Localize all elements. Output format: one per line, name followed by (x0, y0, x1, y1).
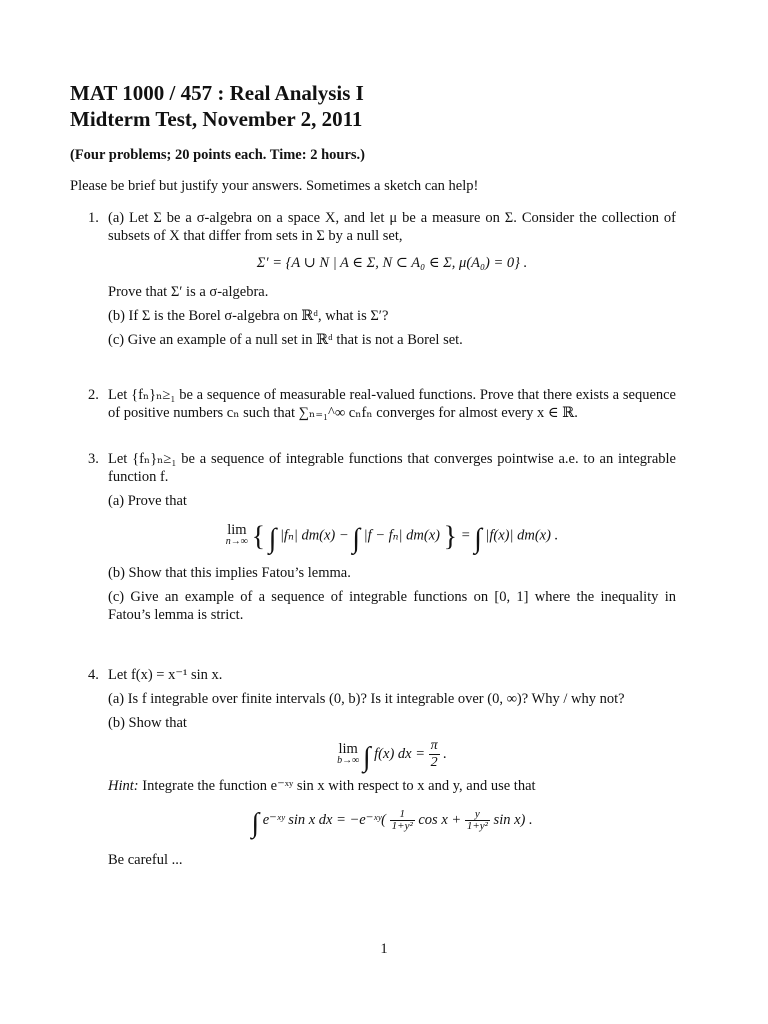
problem-number: 4. (88, 667, 99, 683)
right-brace: } (443, 521, 458, 553)
sigma-prime-equation: Σ′ = {A ∪ N | A ∈ Σ, N ⊂ A₀ ∈ Σ, μ(A₀) = 0} . (256, 255, 528, 271)
problem-number: 2. (88, 387, 99, 403)
title-line-2: Midterm Test, November 2, 2011 (70, 107, 363, 131)
problem-2-text: Let {fₙ}ₙ≥₁ be a sequence of measurable real-valued functions. Prove that there exists a sequence of positive numbers cₙ such that ∑ₙ₌₁^∞ cₙfₙ converges for almost every x ∈ ℝ. (108, 387, 676, 421)
problem-number: 1. (88, 210, 99, 226)
exam-instructions: Please be brief but justify your answers. Sometimes a sketch can help! (70, 178, 479, 194)
hint-text: Integrate the function e⁻ˣʸ sin x with respect to x and y, and use that (142, 778, 536, 794)
problem-1-part-c: (c) Give an example of a null set in ℝᵈ that is not a Borel set. (108, 332, 463, 348)
lim-operator: lim b→∞ (337, 740, 360, 766)
dirichlet-limit-equation: lim b→∞ ∫ f(x) dx = $\frac{\pi}{2}$ . (337, 738, 447, 773)
problem-2 (88, 386, 676, 428)
eq2-end: sin x) . (493, 811, 533, 828)
problem-4-part-b: (b) Show that (108, 715, 187, 731)
problem-4-text: Let f(x) = x⁻¹ sin x. (108, 667, 223, 683)
problem-1 (88, 209, 676, 355)
integral-sign: ∫ (352, 523, 360, 555)
problem-1-part-a: (a) Let Σ be a σ-algebra on a space X, and let μ be a measure on Σ. Consider the collection of subsets of X that differ from sets in Σ by a null set, (108, 210, 676, 244)
problem-3-part-c: (c) Give an example of a sequence of integrable functions on [0, 1] where the inequality in Fatou’s lemma is strict. (108, 589, 676, 624)
integral-sign: ∫ (268, 523, 277, 555)
problem-1-part-b: (b) If Σ is the Borel σ-algebra on ℝᵈ, what is Σ′? (108, 308, 389, 324)
fraction-y-over: $\frac{y}{\text{1+y²}}$ (466, 808, 488, 832)
eq-rhs: |f(x)| dm(x) . (485, 527, 559, 544)
pi-over-two: $\frac{\pi}{2}$ (430, 738, 438, 770)
hint-label: Hint: (108, 778, 139, 794)
closing-remark: Be careful ... (108, 851, 183, 868)
problem-3-part-b: (b) Show that this implies Fatou’s lemma. (108, 565, 351, 582)
integral-sign: ∫ (474, 523, 482, 555)
lim-operator: lim n→∞ (225, 522, 248, 547)
problem-3-part-a: (a) Prove that (108, 493, 187, 509)
problem-number: 3. (88, 451, 99, 467)
title-line-1: MAT 1000 / 457 : Real Analysis I (70, 81, 364, 105)
hint-paragraph (108, 777, 676, 795)
problem-1-prove-statement: Prove that Σ′ is a σ-algebra. (108, 284, 269, 300)
eq-mid: |f − fₙ| dm(x) (363, 527, 440, 544)
page-number: 1 (380, 941, 388, 957)
limit-equation: lim n→∞ { ∫ |fₙ| dm(x) − ∫ |f − fₙ| dm(x) } = ∫ |f(x)| dm(x) . (225, 521, 559, 555)
antiderivative-equation (108, 807, 676, 839)
exam-subtitle: (Four problems; 20 points each. Time: 2 hours.) (70, 147, 365, 163)
fraction-one-over: $\frac{1}{\text{1+y²}}$ (391, 808, 413, 832)
eq2-mid: cos x + (418, 811, 462, 828)
eq-lhs: |fₙ| dm(x) − (279, 527, 349, 544)
integral-sign: ∫ (362, 741, 371, 773)
eq2-lhs: e⁻ˣʸ sin x dx = −e⁻ˣʸ( (262, 811, 387, 828)
problem-4 (88, 666, 676, 875)
problem-3 (88, 450, 676, 630)
exam-title (70, 80, 364, 132)
problem-3-text: Let {fₙ}ₙ≥₁ be a sequence of integrable functions that converges pointwise a.e. to an integrable function f. (108, 451, 676, 485)
integral-sign: ∫ (251, 807, 260, 839)
left-brace: { (251, 521, 266, 553)
eq-body: f(x) dx = (374, 745, 425, 762)
problem-4-part-a: (a) Is f integrable over finite intervals (0, b)? Is it integrable over (0, ∞)? Why / why not? (108, 691, 625, 707)
